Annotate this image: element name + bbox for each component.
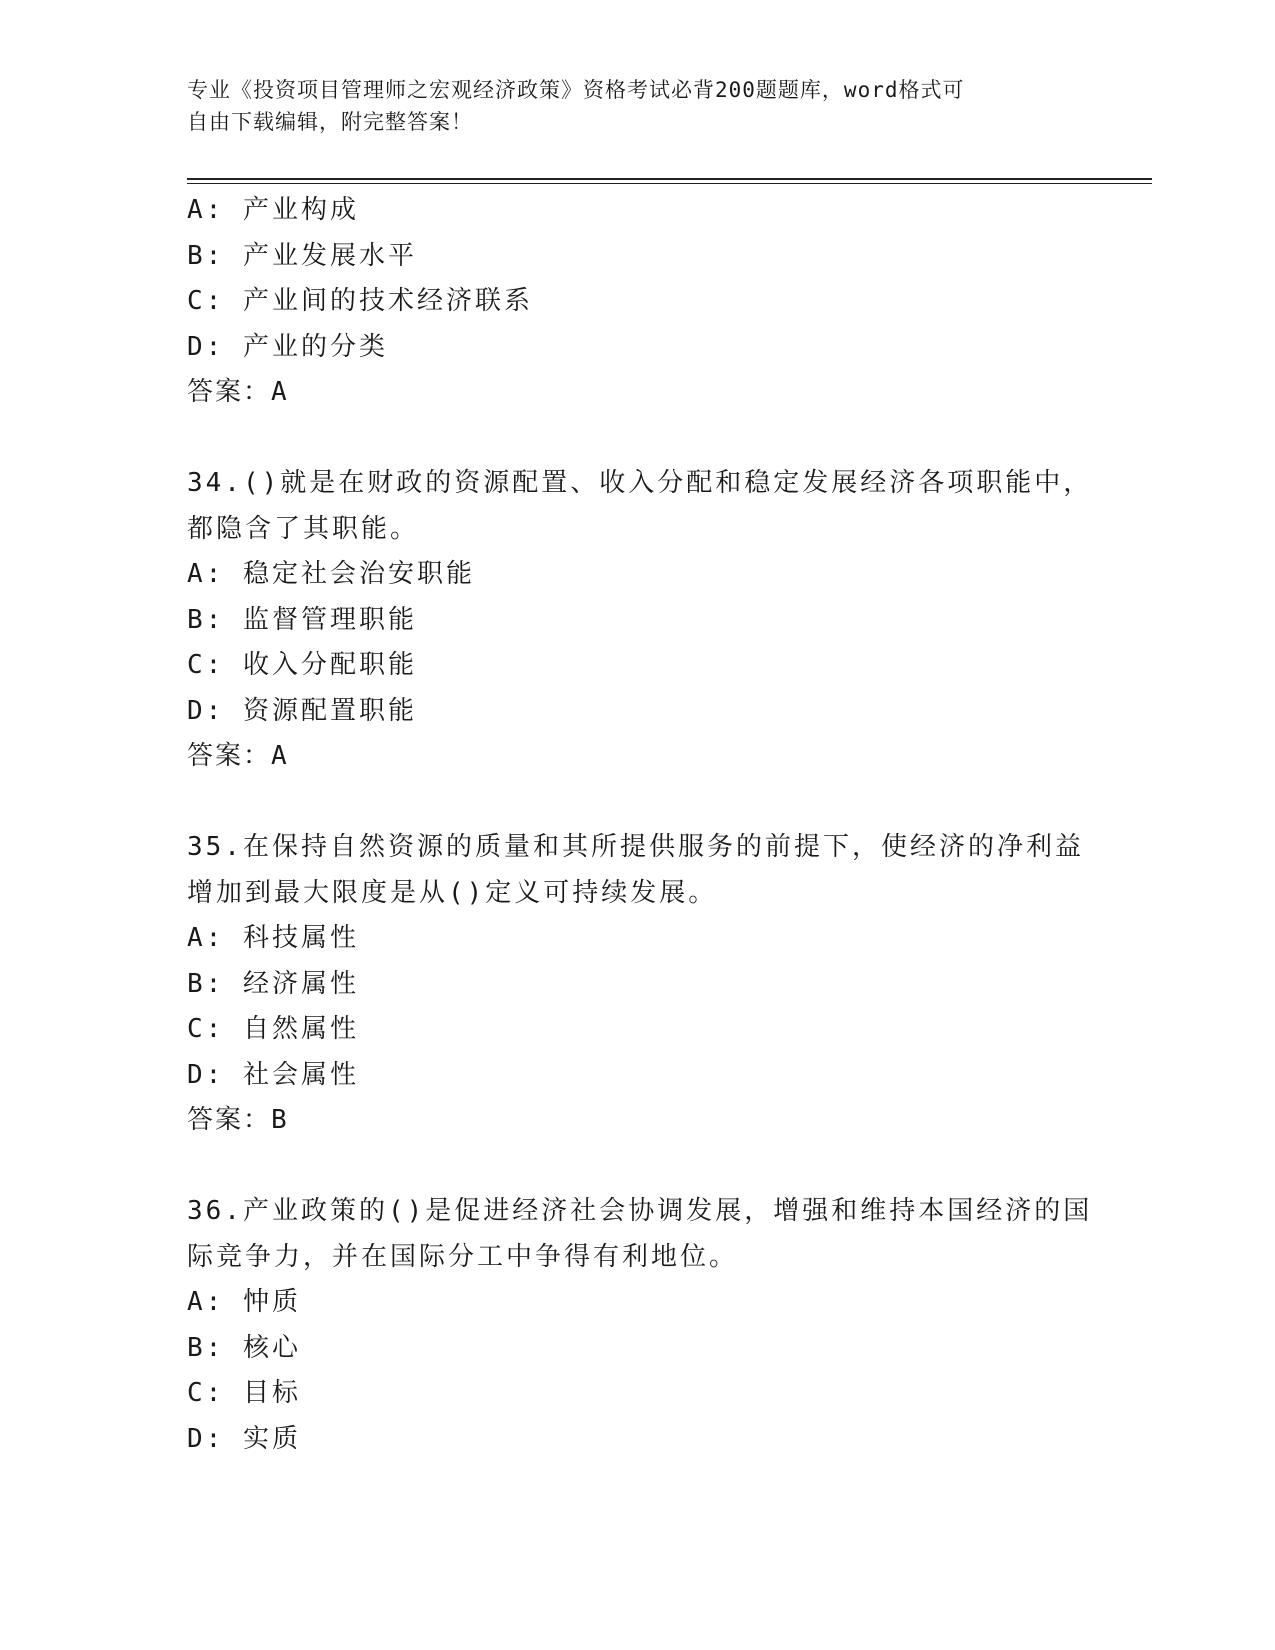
question-stem-line-1: 36.产业政策的()是促进经济社会协调发展，增强和维持本国经济的国 xyxy=(187,1196,1093,1226)
option-a: A: 科技属性 xyxy=(187,923,359,953)
question-stem-line-1: 35.在保持自然资源的质量和其所提供服务的前提下，使经济的净利益 xyxy=(187,832,1084,862)
header-line-2: 自由下载编辑，附完整答案！ xyxy=(187,110,473,134)
question-stem-line-2: 增加到最大限度是从()定义可持续发展。 xyxy=(187,877,718,908)
header-divider-thick xyxy=(187,178,1152,180)
option-c: C: 收入分配职能 xyxy=(187,650,417,680)
question-spacer xyxy=(187,416,1077,462)
answer-label: 答案： xyxy=(187,741,272,771)
option-b: B: 经济属性 xyxy=(187,968,359,999)
option-b: B: 产业发展水平 xyxy=(187,240,417,271)
answer-line xyxy=(187,370,1077,416)
option-d: D: 资源配置职能 xyxy=(187,695,417,726)
question-stem-line-2: 际竞争力，并在国际分工中争得有利地位。 xyxy=(187,1241,739,1272)
answer-value: A xyxy=(271,377,289,407)
option-d: D: 产业的分类 xyxy=(187,331,388,362)
question-36 xyxy=(187,1189,1093,1462)
option-d: D: 社会属性 xyxy=(187,1059,359,1090)
question-34 xyxy=(187,461,1093,780)
option-b: B: 监督管理职能 xyxy=(187,604,417,635)
answer-label: 答案： xyxy=(187,377,272,407)
header-divider-thin xyxy=(187,183,1152,184)
question-35 xyxy=(187,825,1084,1144)
answer-value: B xyxy=(271,1105,289,1135)
question-stem-line-1: 34.()就是在财政的资源配置、收入分配和稳定发展经济各项职能中， xyxy=(187,468,1093,498)
option-c: C: 目标 xyxy=(187,1378,301,1408)
option-a: A: 忡质 xyxy=(187,1287,301,1317)
answer-label: 答案： xyxy=(187,1105,272,1135)
question-list xyxy=(187,188,1093,1462)
question-33 xyxy=(187,188,1077,416)
answer-line xyxy=(187,734,1077,780)
answer-value: A xyxy=(271,741,289,771)
header-line-1: 专业《投资项目管理师之宏观经济政策》资格考试必背200题题库，word格式可 xyxy=(187,78,965,102)
option-c: C: 产业间的技术经济联系 xyxy=(187,286,533,316)
option-b: B: 核心 xyxy=(187,1332,301,1363)
option-a: A: 产业构成 xyxy=(187,195,359,225)
option-d: D: 实质 xyxy=(187,1423,301,1454)
answer-line xyxy=(187,1098,1077,1144)
page-header xyxy=(187,74,1067,138)
question-spacer xyxy=(187,780,1077,826)
option-c: C: 自然属性 xyxy=(187,1014,359,1044)
question-stem-line-2: 都隐含了其职能。 xyxy=(187,513,420,544)
question-spacer xyxy=(187,1144,1077,1190)
option-a: A: 稳定社会治安职能 xyxy=(187,559,475,589)
